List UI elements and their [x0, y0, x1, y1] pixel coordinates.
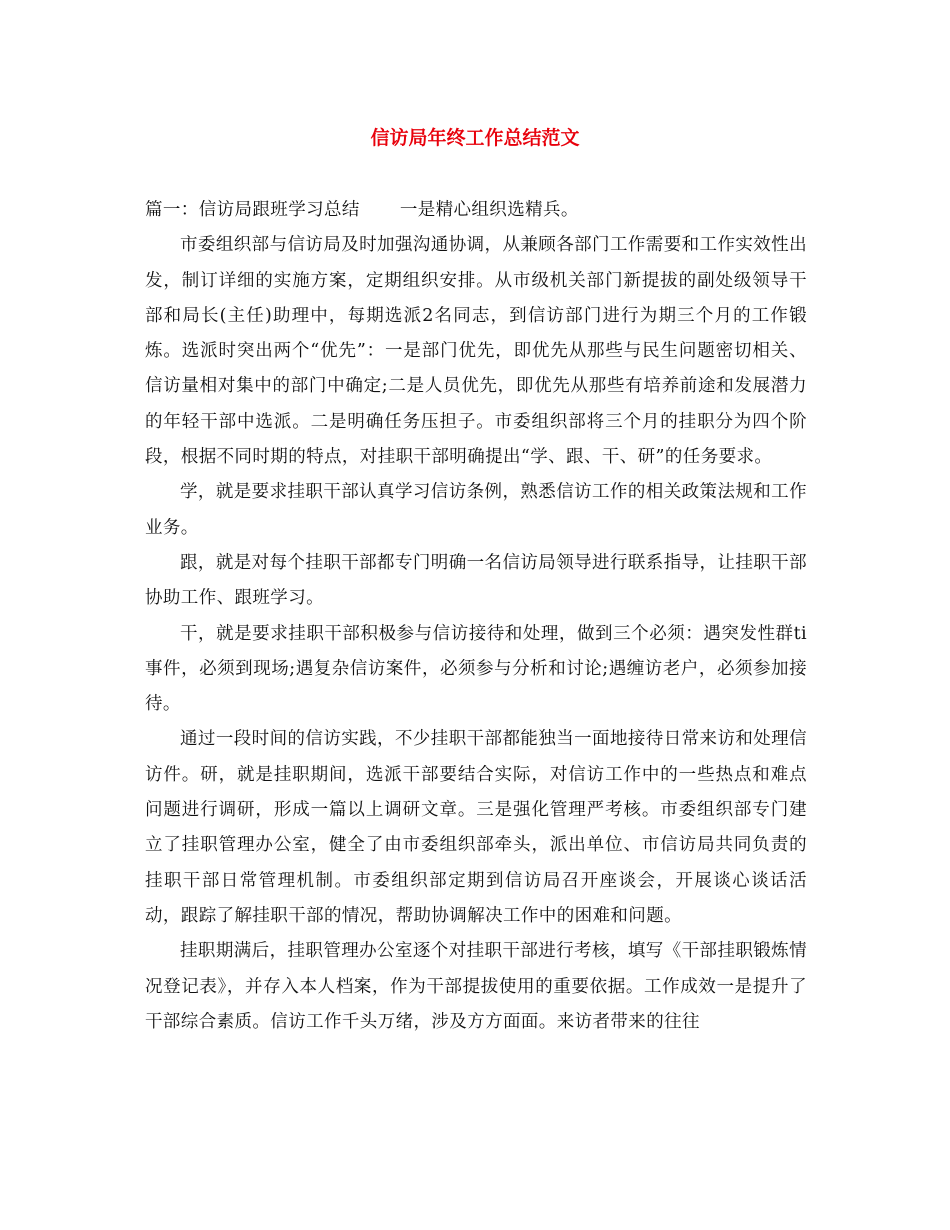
section-lead: 一是精心组织选精兵。 — [399, 200, 579, 220]
paragraph-6: 挂职期满后，挂职管理办公室逐个对挂职干部进行考核，填写《干部挂职锻炼情况登记表》，并存入本人档案，作为干部提拔使用的重要依据。工作成效一是提升了干部综合素质。信访工作千头万绪，涉及方方面面。来访者带来的往往 — [145, 941, 807, 1032]
document-body — [145, 193, 807, 1040]
paragraph-4: 干，就是要求挂职干部积极参与信访接待和处理，做到三个必须：遇突发性群ti事件，必须到现场;遇复杂信访案件，必须参与分析和讨论;遇缠访老户，必须参加接待。 — [145, 623, 807, 715]
document-title: 信访局年终工作总结范文 — [370, 127, 580, 149]
paragraph-3: 跟，就是对每个挂职干部都专门明确一名信访局领导进行联系指导，让挂职干部协助工作、跟班学习。 — [145, 552, 807, 609]
section-heading-line — [145, 193, 807, 228]
paragraph-5: 通过一段时间的信访实践，不少挂职干部都能独当一面地接待日常来访和处理信访件。研，就是挂职期间，选派干部要结合实际，对信访工作中的一些热点和难点问题进行调研，形成一篇以上调研文章。三是强化管理严考核。市委组织部专门建立了挂职管理办公室，健全了由市委组织部牵头，派出单位、市信访局共同负责的挂职干部日常管理机制。市委组织部定期到信访局召开座谈会，开展谈心谈话活动，跟踪了解挂职干部的情况，帮助协调解决工作中的困难和问题。 — [145, 729, 807, 926]
section-heading: 篇一：信访局跟班学习总结 — [145, 200, 360, 220]
paragraph-2: 学，就是要求挂职干部认真学习信访条例，熟悉信访工作的相关政策法规和工作业务。 — [145, 482, 807, 538]
paragraph-1: 市委组织部与信访局及时加强沟通协调，从兼顾各部门工作需要和工作实效性出发，制订详细的实施方案，定期组织安排。从市级机关部门新提拔的副处级领导干部和局长(主任)助理中，每期选派2名同志，到信访部门进行为期三个月的工作锻炼。选派时突出两个“优先”：一是部门优先，即优先从那些与民生问题密切相关、信访量相对集中的部门中确定;二是人员优先，即优先从那些有培养前途和发展潜力的年轻干部中选派。二是明确任务压担子。市委组织部将三个月的挂职分为四个阶段，根据不同时期的特点，对挂职干部明确提出“学、跟、干、研”的任务要求。 — [145, 235, 807, 468]
